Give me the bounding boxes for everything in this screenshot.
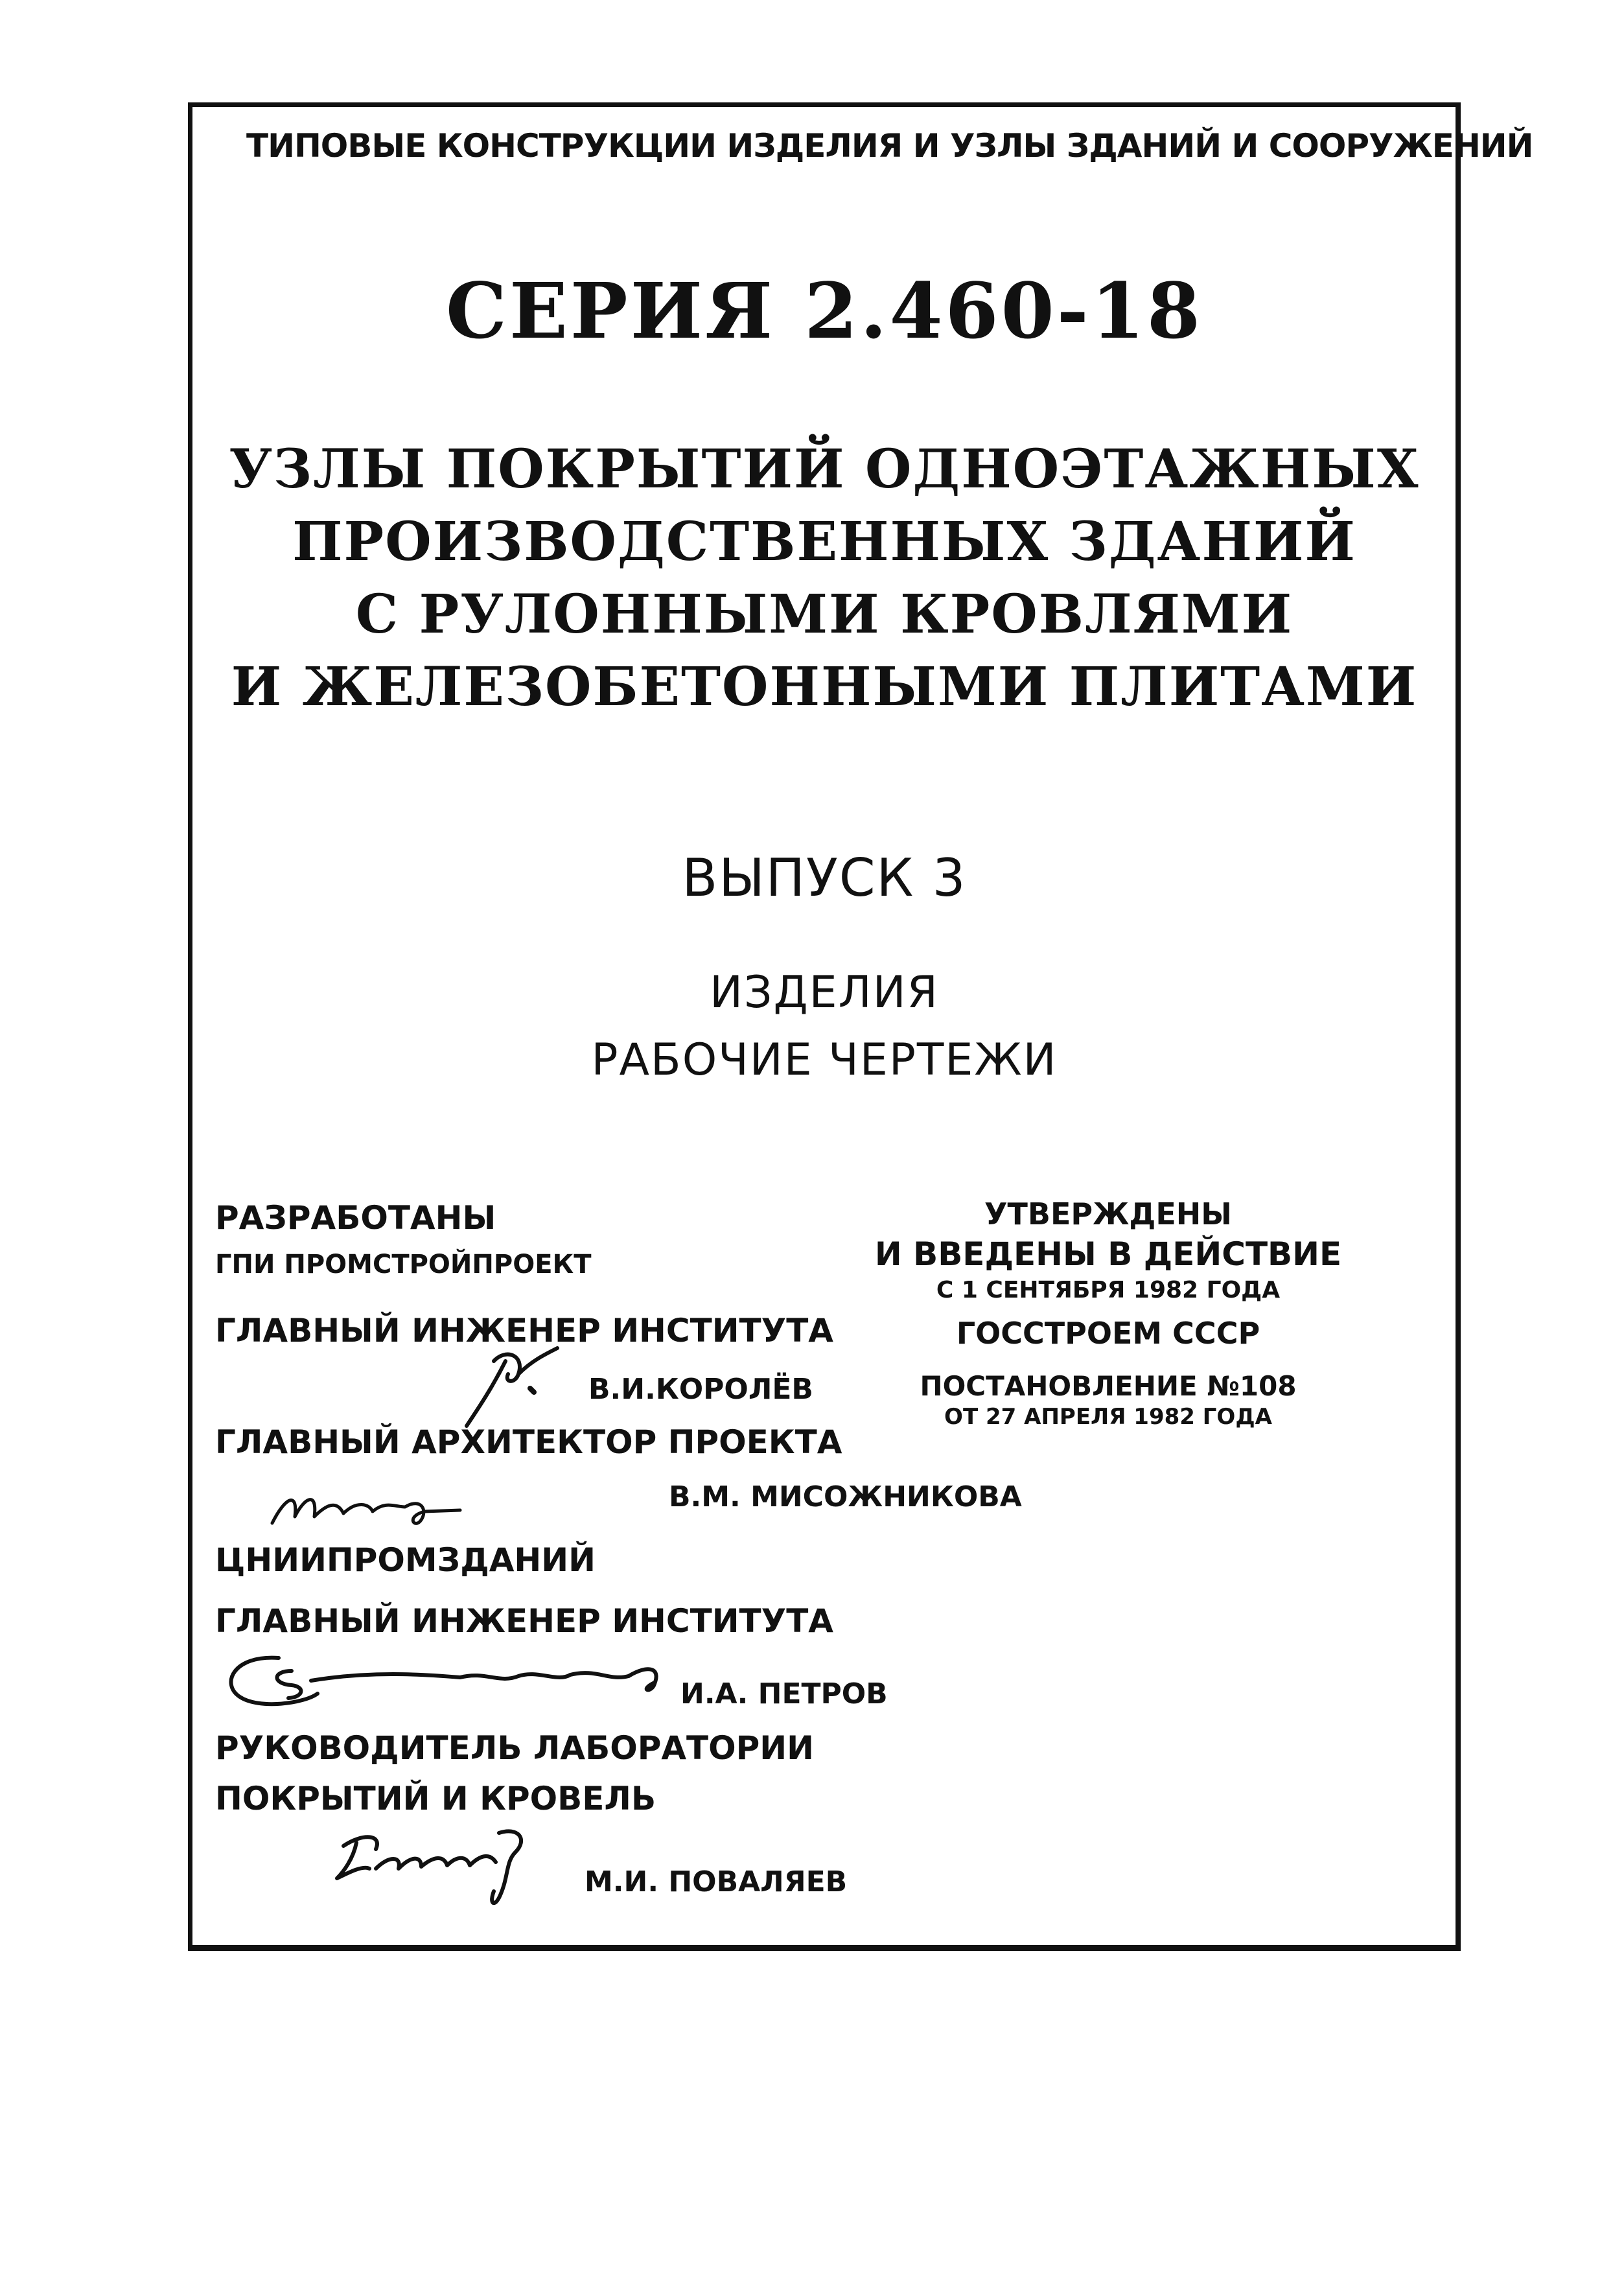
issue-number: ВЫПУСК 3 [682, 848, 967, 908]
series-title: СЕРИЯ 2.460-18 [446, 266, 1203, 356]
lab-head-name: М.И. ПОВАЛЯЕВ [585, 1865, 848, 1898]
lab-head-role-line2: ПОКРЫТИЙ И КРОВЕЛЬ [215, 1780, 656, 1817]
subtitle-line: РАБОЧИЕ ЧЕРТЕЖИ [591, 1034, 1058, 1086]
approved-line6: ОТ 27 АПРЕЛЯ 1982 ГОДА [944, 1404, 1272, 1430]
chief-architect-name: В.М. МИСОЖНИКОВА [669, 1480, 1022, 1513]
title-line: ПРОИЗВОДСТВЕННЫХ ЗДАНИЙ [292, 511, 1356, 573]
approved-line5: ПОСТАНОВЛЕНИЕ №108 [920, 1370, 1297, 1402]
signature-povalyaev [324, 1820, 544, 1911]
approved-line2: И ВВЕДЕНЫ В ДЕЙСТВИЕ [874, 1235, 1342, 1273]
chief-architect-role: ГЛАВНЫЙ АРХИТЕКТОР ПРОЕКТА [215, 1423, 842, 1461]
title-line: УЗЛЫ ПОКРЫТИЙ ОДНОЭТАЖНЫХ [229, 438, 1420, 500]
approved-line3: С 1 СЕНТЯБРЯ 1982 ГОДА [936, 1277, 1281, 1303]
approved-line1: УТВЕРЖДЕНЫ [984, 1196, 1232, 1231]
signature-petrov [207, 1645, 700, 1716]
subtitle [188, 959, 1461, 1094]
approved-line4: ГОССТРОЕМ СССР [956, 1316, 1260, 1351]
signature-korolev [454, 1335, 570, 1432]
chief-engineer2-name: И.А. ПЕТРОВ [680, 1677, 888, 1710]
title-line: И ЖЕЛЕЗОБЕТОННЫМИ ПЛИТАМИ [231, 656, 1418, 718]
lab-head-role-line1: РУКОВОДИТЕЛЬ ЛАБОРАТОРИИ [215, 1729, 814, 1767]
signature-misozhnikova [266, 1471, 473, 1543]
chief-engineer-name: В.И.КОРОЛЁВ [588, 1373, 813, 1406]
developed-label: РАЗРАБОТАНЫ [215, 1199, 496, 1237]
chief-engineer2-role: ГЛАВНЫЙ ИНЖЕНЕР ИНСТИТУТА [215, 1602, 834, 1640]
header-line: ТИПОВЫЕ КОНСТРУКЦИИ ИЗДЕЛИЯ И УЗЛЫ ЗДАНИЙ И СООРУЖЕНИЙ [246, 127, 1533, 165]
document-title [188, 433, 1461, 723]
chief-engineer-role: ГЛАВНЫЙ ИНЖЕНЕР ИНСТИТУТА [215, 1312, 834, 1349]
org2: ЦНИИПРОМЗДАНИЙ [215, 1541, 596, 1579]
title-line: С РУЛОННЫМИ КРОВЛЯМИ [355, 583, 1293, 646]
developed-org: ГПИ ПРОМСТРОЙПРОЕКТ [215, 1250, 592, 1279]
subtitle-line: ИЗДЕЛИЯ [710, 967, 939, 1018]
